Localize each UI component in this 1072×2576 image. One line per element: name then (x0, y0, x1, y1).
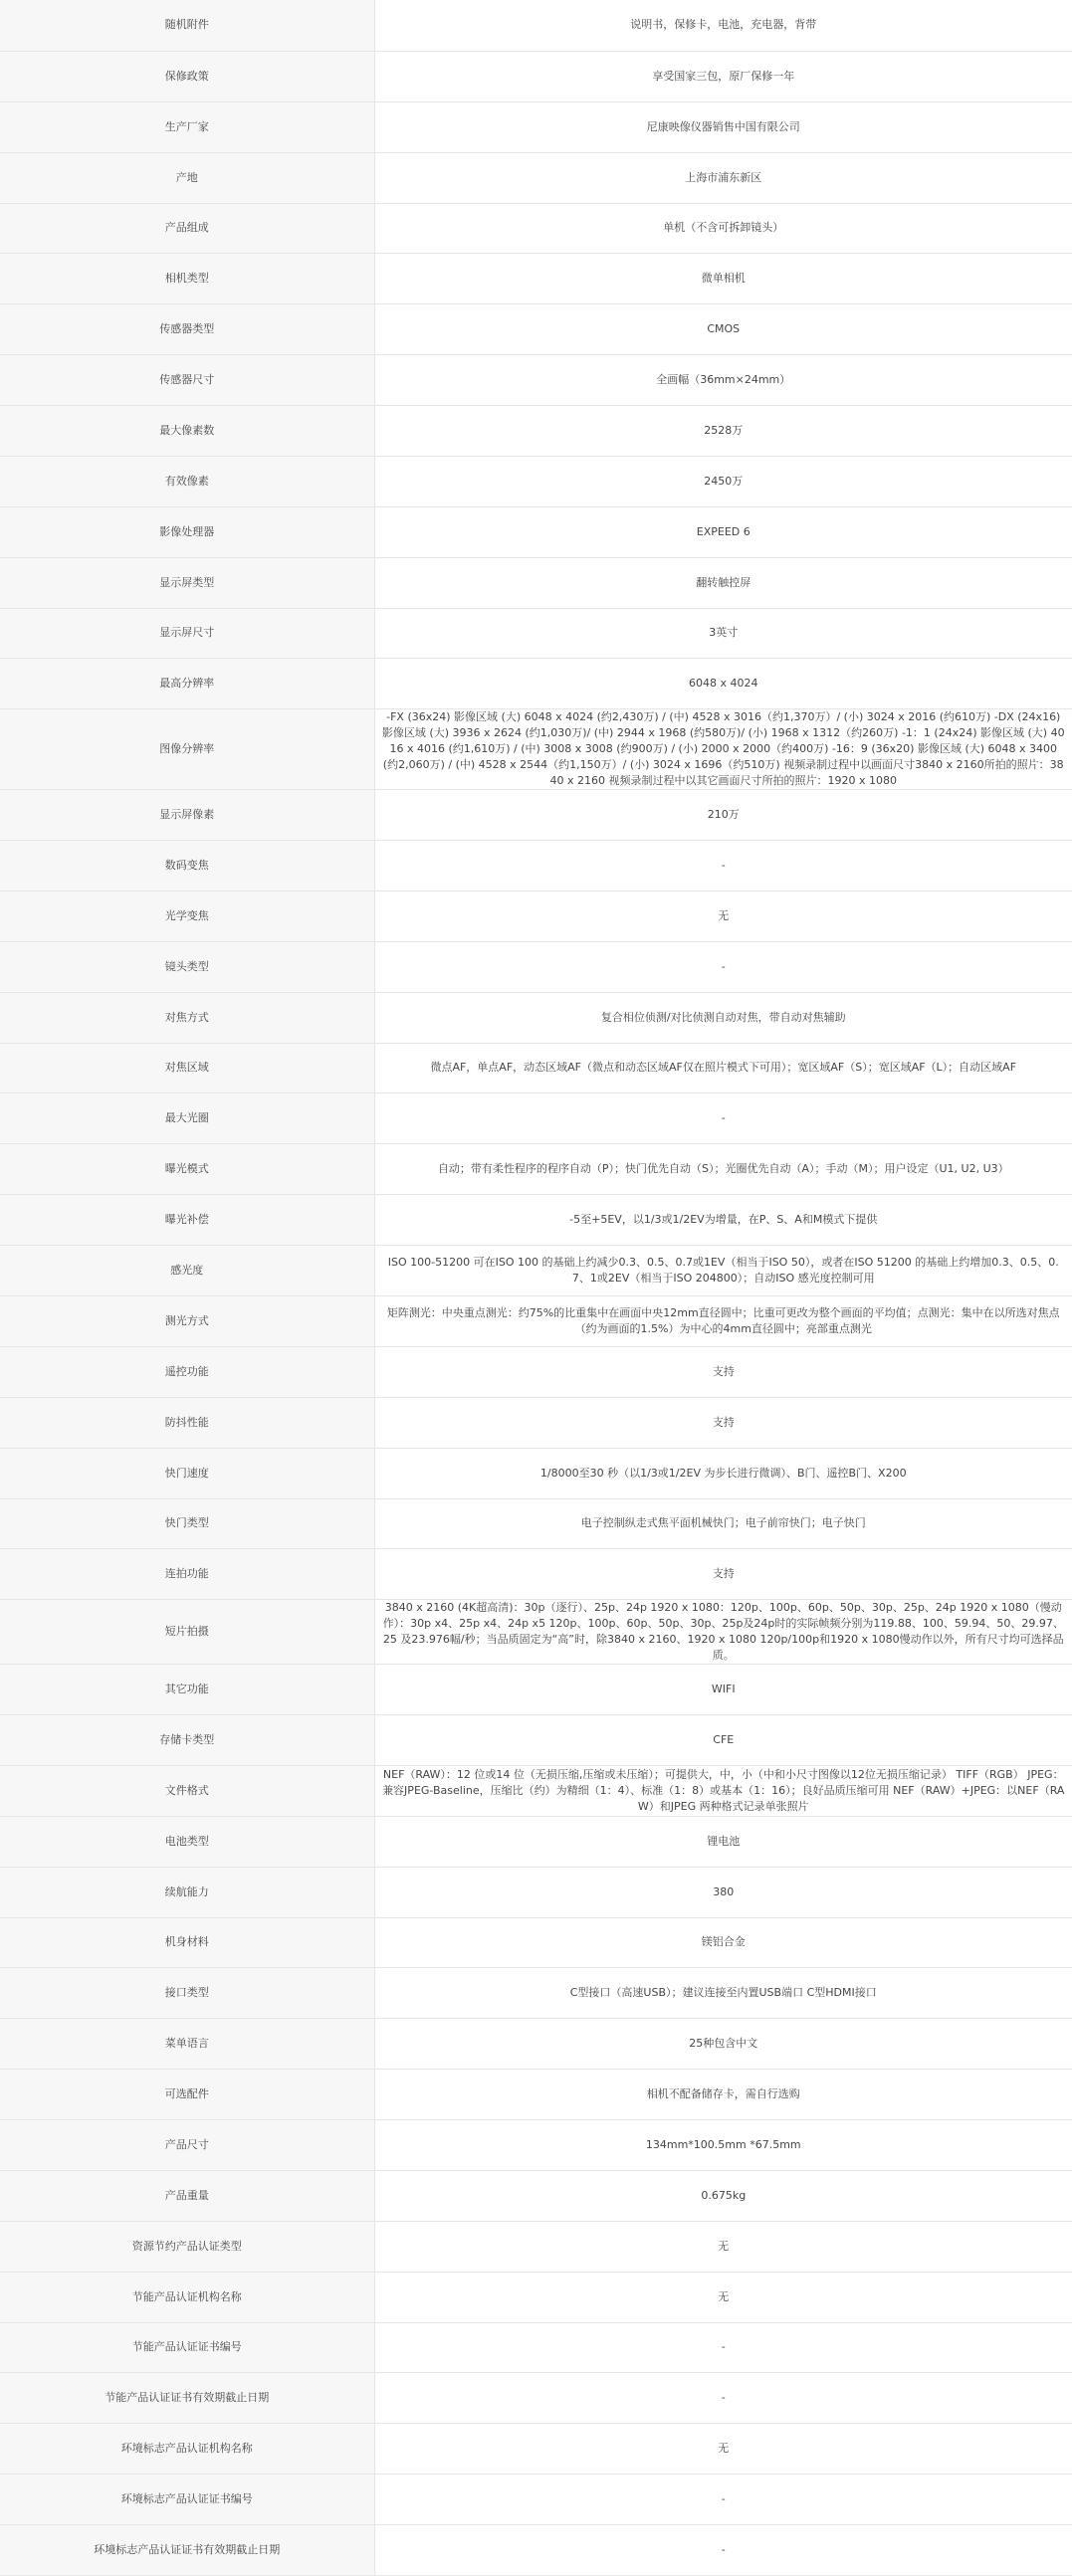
spec-value: CMOS (374, 303, 1072, 354)
spec-row (0, 1967, 1072, 2018)
spec-label: 影像处理器 (0, 506, 374, 557)
spec-value: -5至+5EV，以1/3或1/2EV为增量，在P、S、A和M模式下提供 (374, 1194, 1072, 1245)
spec-label: 最大像素数 (0, 405, 374, 456)
spec-value: 单机（不含可拆卸镜头） (374, 203, 1072, 253)
spec-label: 显示屏类型 (0, 557, 374, 608)
spec-value: 380 (374, 1867, 1072, 1917)
spec-row (0, 708, 1072, 789)
spec-row (0, 506, 1072, 557)
spec-value: - (374, 1092, 1072, 1143)
spec-label: 光学变焦 (0, 891, 374, 941)
spec-value: ISO 100-51200 可在ISO 100 的基础上约减少0.3、0.5、0.7或1EV（相当于ISO 50），或者在ISO 51200 的基础上约增加0.3、0.5、0.7、1或2EV（相当于ISO 204800）；自动ISO 感光度控制可用 (374, 1245, 1072, 1295)
spec-value: 相机不配备储存卡，需自行选购 (374, 2069, 1072, 2119)
spec-value: NEF（RAW）：12 位或14 位（无损压缩,压缩或未压缩）；可提供大，中，小（中和小尺寸图像以12位无损压缩记录） TIFF（RGB） JPEG：兼容JPEG-Baseline，压缩比（约）为精细（1：4）、标准（1：8）或基本（1：16）；良好品质压缩可用 NEF（RAW）+JPEG：以NEF（RAW）和JPEG 两种格式记录单张照片 (374, 1765, 1072, 1816)
spec-label: 显示屏像素 (0, 789, 374, 840)
spec-row (0, 203, 1072, 253)
spec-label: 菜单语言 (0, 2018, 374, 2069)
spec-value: EXPEED 6 (374, 506, 1072, 557)
spec-label: 显示屏尺寸 (0, 608, 374, 658)
spec-value: 无 (374, 2423, 1072, 2474)
spec-value: 微点AF，单点AF，动态区域AF（微点和动态区域AF仅在照片模式下可用）；宽区域AF（S）；宽区域AF（L）；自动区域AF (374, 1043, 1072, 1092)
spec-label: 产品尺寸 (0, 2119, 374, 2170)
spec-row (0, 1867, 1072, 1917)
spec-row (0, 2018, 1072, 2069)
spec-label: 节能产品认证证书编号 (0, 2322, 374, 2372)
spec-row (0, 840, 1072, 891)
spec-value: CFE (374, 1714, 1072, 1765)
spec-row (0, 789, 1072, 840)
spec-value: 微单相机 (374, 253, 1072, 303)
spec-label: 生产厂家 (0, 101, 374, 152)
spec-label: 快门类型 (0, 1498, 374, 1548)
spec-row (0, 456, 1072, 506)
spec-label: 存储卡类型 (0, 1714, 374, 1765)
spec-row (0, 608, 1072, 658)
spec-label: 随机附件 (0, 0, 374, 51)
spec-label: 短片拍摄 (0, 1599, 374, 1664)
spec-label: 电池类型 (0, 1816, 374, 1867)
spec-row (0, 2069, 1072, 2119)
spec-label: 镜头类型 (0, 941, 374, 992)
spec-label: 环境标志产品认证证书编号 (0, 2474, 374, 2524)
spec-value: 自动；带有柔性程序的程序自动（P）；快门优先自动（S）；光圈优先自动（A）；手动（M）；用户设定（U1, U2, U3） (374, 1143, 1072, 1194)
spec-row (0, 1664, 1072, 1714)
spec-row (0, 2221, 1072, 2272)
spec-value: 2528万 (374, 405, 1072, 456)
spec-value: 210万 (374, 789, 1072, 840)
spec-row (0, 253, 1072, 303)
spec-label: 产品重量 (0, 2170, 374, 2221)
spec-row (0, 891, 1072, 941)
spec-row (0, 405, 1072, 456)
spec-value: 3840 x 2160 (4K超高清)：30p（逐行）、25p、24p 1920 x 1080：120p、100p、60p、50p、30p、25p、24p 1920 x 1080（慢动作）：30p x4、25p x4、24p x5 120p、100p、60p、50p、30p、25p及24p时的实际帧频分别为119.88、100、59.94、50、29.97、25 及23.976幅/秒；当品质固定为“高”时，除3840 x 2160、1920 x 1080 120p/100p和1920 x 1080慢动作以外，所有尺寸均可选择品质。 (374, 1599, 1072, 1664)
spec-value: 上海市浦东新区 (374, 152, 1072, 203)
spec-row (0, 101, 1072, 152)
spec-row (0, 2372, 1072, 2423)
spec-row (0, 1498, 1072, 1548)
spec-row (0, 1092, 1072, 1143)
spec-label: 节能产品认证证书有效期截止日期 (0, 2372, 374, 2423)
spec-label: 传感器尺寸 (0, 354, 374, 405)
spec-row (0, 1245, 1072, 1295)
spec-value: 全画幅（36mm×24mm） (374, 354, 1072, 405)
spec-label: 最大光圈 (0, 1092, 374, 1143)
spec-label: 快门速度 (0, 1448, 374, 1498)
spec-value: 无 (374, 2272, 1072, 2322)
spec-label: 有效像素 (0, 456, 374, 506)
spec-row (0, 2170, 1072, 2221)
spec-label: 曝光模式 (0, 1143, 374, 1194)
spec-value: 25种包含中文 (374, 2018, 1072, 2069)
spec-value: C型接口（高速USB）；建议连接至内置USB端口 C型HDMI接口 (374, 1967, 1072, 2018)
spec-label: 接口类型 (0, 1967, 374, 2018)
spec-row (0, 2272, 1072, 2322)
spec-row (0, 1346, 1072, 1397)
spec-value: 无 (374, 891, 1072, 941)
spec-row (0, 992, 1072, 1043)
spec-row (0, 2322, 1072, 2372)
spec-label: 机身材料 (0, 1917, 374, 1967)
spec-label: 曝光补偿 (0, 1194, 374, 1245)
spec-label: 文件格式 (0, 1765, 374, 1816)
spec-row (0, 2423, 1072, 2474)
spec-value: 翻转触控屏 (374, 557, 1072, 608)
spec-value: 电子控制纵走式焦平面机械快门；电子前帘快门；电子快门 (374, 1498, 1072, 1548)
spec-row (0, 303, 1072, 354)
spec-label: 对焦区域 (0, 1043, 374, 1092)
spec-value: 3英寸 (374, 608, 1072, 658)
spec-value: - (374, 941, 1072, 992)
spec-row (0, 1143, 1072, 1194)
spec-value: WIFI (374, 1664, 1072, 1714)
spec-label: 图像分辨率 (0, 708, 374, 789)
spec-label: 环境标志产品认证证书有效期截止日期 (0, 2524, 374, 2575)
spec-label: 资源节约产品认证类型 (0, 2221, 374, 2272)
spec-row (0, 1765, 1072, 1816)
spec-value: -FX (36x24) 影像区域 (大) 6048 x 4024 (约2,430万) / (中) 4528 x 3016（约1,370万）/ (小) 3024 x 2016 (约610万) -DX (24x16) 影像区域 (大) 3936 x 2624 (约1,030万)/ (中) 2944 x 1968 (约580万)/ (小) 1968 x 1312（约260万) -1：1 (24x24) 影像区域 (大) 4016 x 4016 (约1,610万) / (中) 3008 x 3008 (约900万) / (小) 2000 x 2000（约400万) -16：9 (36x20) 影像区域 (大) 6048 x 3400 (约2,060万) / (中) 4528 x 2544（约1,150万）/ (小) 3024 x 1696（约510万) 视频录制过程中以画面尺寸3840 x 2160所拍的照片：3840 x 2160 视频录制过程中以其它画面尺寸所拍的照片：1920 x 1080 (374, 708, 1072, 789)
spec-value: 1/8000至30 秒（以1/3或1/2EV 为步长进行微调）、B门、遥控B门、X200 (374, 1448, 1072, 1498)
spec-row (0, 152, 1072, 203)
spec-row (0, 1295, 1072, 1346)
spec-value: - (374, 2372, 1072, 2423)
spec-label: 环境标志产品认证机构名称 (0, 2423, 374, 2474)
spec-row (0, 658, 1072, 708)
spec-row (0, 1714, 1072, 1765)
spec-row (0, 1194, 1072, 1245)
spec-value: 6048 x 4024 (374, 658, 1072, 708)
spec-value: 0.675kg (374, 2170, 1072, 2221)
spec-value: - (374, 840, 1072, 891)
spec-row (0, 1548, 1072, 1599)
spec-row (0, 941, 1072, 992)
spec-value: 享受国家三包，原厂保修一年 (374, 51, 1072, 101)
spec-label: 产地 (0, 152, 374, 203)
spec-label: 连拍功能 (0, 1548, 374, 1599)
spec-label: 遥控功能 (0, 1346, 374, 1397)
spec-label: 节能产品认证机构名称 (0, 2272, 374, 2322)
spec-row (0, 1599, 1072, 1664)
spec-label: 数码变焦 (0, 840, 374, 891)
spec-label: 产品组成 (0, 203, 374, 253)
spec-value: 支持 (374, 1346, 1072, 1397)
spec-label: 测光方式 (0, 1295, 374, 1346)
spec-row (0, 1043, 1072, 1092)
spec-value: - (374, 2524, 1072, 2575)
spec-value: 尼康映像仪器销售中国有限公司 (374, 101, 1072, 152)
spec-row (0, 0, 1072, 51)
spec-row (0, 2524, 1072, 2575)
spec-label: 续航能力 (0, 1867, 374, 1917)
spec-value: 镁铝合金 (374, 1917, 1072, 1967)
spec-label: 传感器类型 (0, 303, 374, 354)
spec-value: 矩阵测光：中央重点测光：约75%的比重集中在画面中央12mm直径圆中；比重可更改为整个画面的平均值；点测光：集中在以所选对焦点（约为画面的1.5%）为中心的4mm直径圆中；亮部重点测光 (374, 1295, 1072, 1346)
spec-label: 其它功能 (0, 1664, 374, 1714)
spec-label: 可选配件 (0, 2069, 374, 2119)
spec-label: 相机类型 (0, 253, 374, 303)
spec-value: 2450万 (374, 456, 1072, 506)
spec-value: 无 (374, 2221, 1072, 2272)
spec-value: 锂电池 (374, 1816, 1072, 1867)
spec-row (0, 1917, 1072, 1967)
spec-label: 感光度 (0, 1245, 374, 1295)
spec-row (0, 1448, 1072, 1498)
spec-row (0, 51, 1072, 101)
spec-value: - (374, 2322, 1072, 2372)
spec-row (0, 2474, 1072, 2524)
spec-label: 防抖性能 (0, 1397, 374, 1448)
spec-value: 支持 (374, 1397, 1072, 1448)
spec-row (0, 2119, 1072, 2170)
spec-row (0, 1397, 1072, 1448)
spec-label: 保修政策 (0, 51, 374, 101)
spec-row (0, 1816, 1072, 1867)
spec-row (0, 557, 1072, 608)
spec-value: 说明书，保修卡，电池，充电器，背带 (374, 0, 1072, 51)
spec-label: 最高分辨率 (0, 658, 374, 708)
spec-row (0, 354, 1072, 405)
spec-label: 对焦方式 (0, 992, 374, 1043)
spec-value: 134mm*100.5mm *67.5mm (374, 2119, 1072, 2170)
spec-value: 复合相位侦测/对比侦测自动对焦，带自动对焦辅助 (374, 992, 1072, 1043)
spec-value: 支持 (374, 1548, 1072, 1599)
spec-value: - (374, 2474, 1072, 2524)
